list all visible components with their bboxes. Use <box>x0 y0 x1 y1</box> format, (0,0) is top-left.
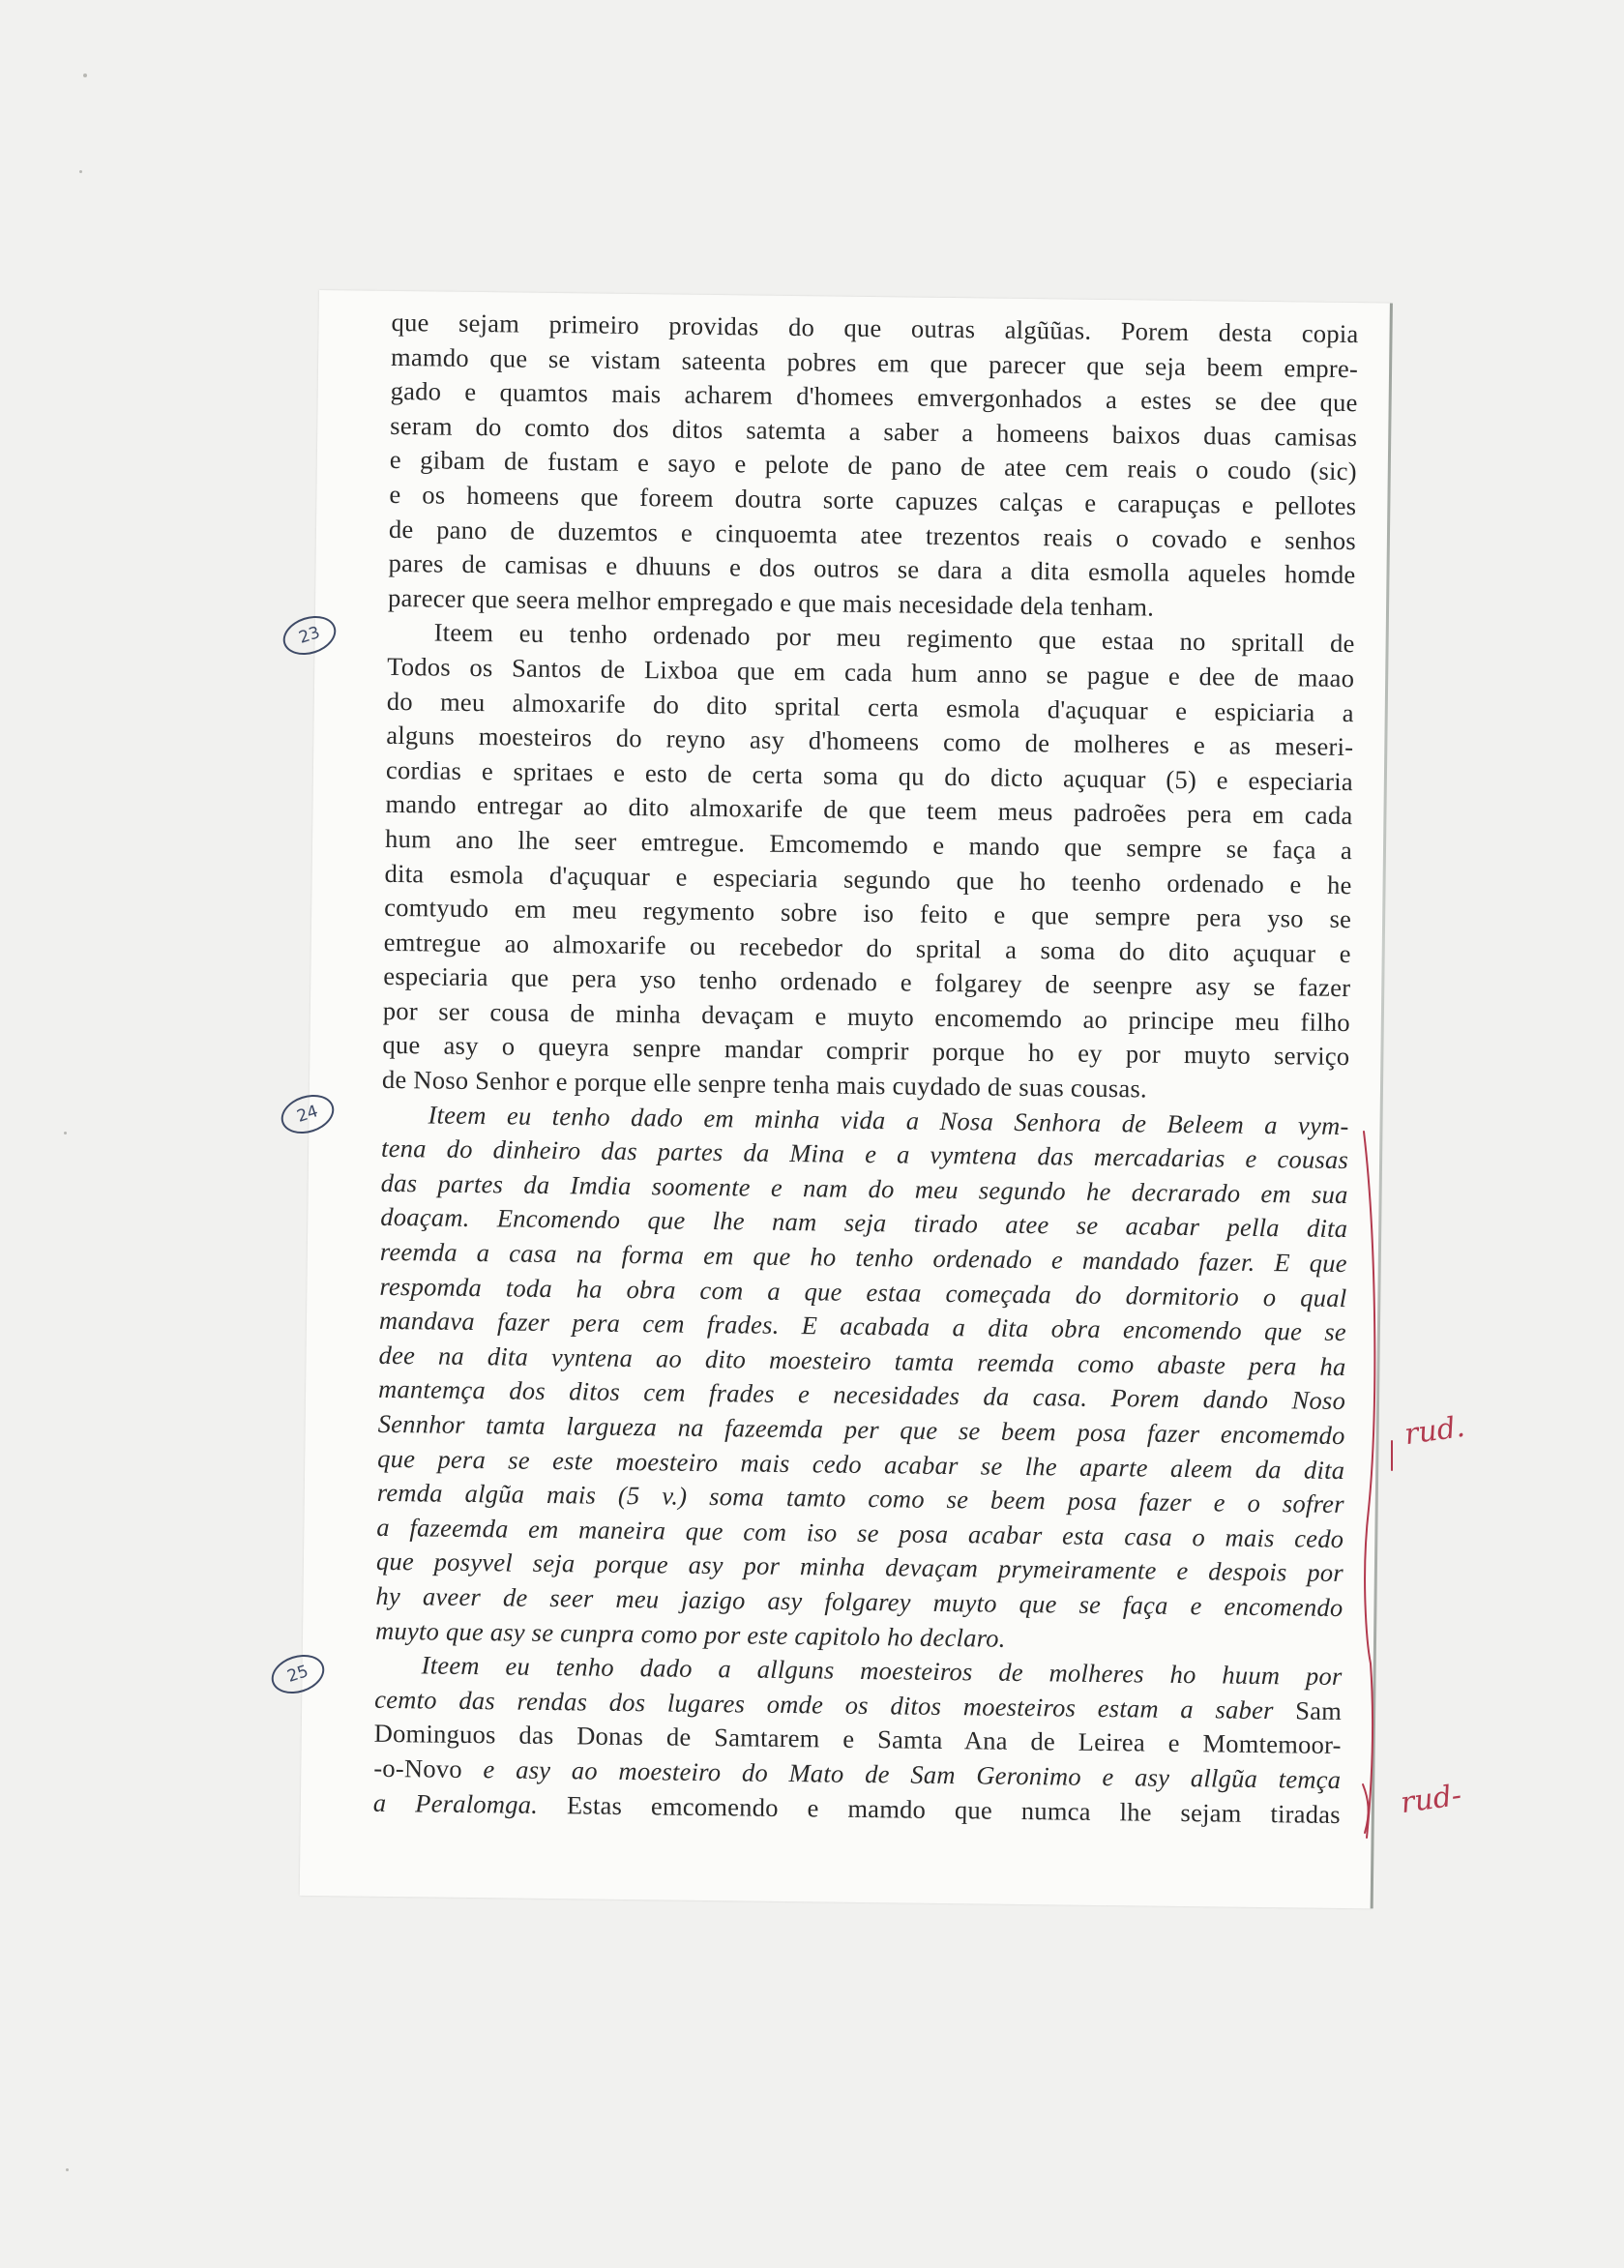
text-line: hum ano lhe seer emtregue. Emcomemdo e mando que sempre se faça a <box>384 823 1353 865</box>
red-pen-annotations <box>1349 1122 1504 1857</box>
italic-text-segment: cemto das rendas dos lugares omde os ditos moesteiros estam a saber <box>374 1684 1296 1725</box>
text-line: remda algũa mais (5 v.) soma tamto como se beem posa fazer e o sofrer <box>376 1478 1344 1519</box>
text-line: comtyudo em meu regymento sobre iso feito e que sempre pera yso se <box>384 892 1352 934</box>
text-line: de Noso Senhor e porque elle senpre tenha mais cuydado de suas cousas. <box>381 1064 1148 1104</box>
red-handwritten-note: rud- <box>1398 1778 1464 1821</box>
text-line: seram do comto dos ditos satemta a saber a homeens baixos duas camisas <box>390 410 1358 452</box>
text-line: muyto que asy se cunpra como por este capitolo ho declaro. <box>374 1615 1006 1653</box>
paragraph-4 <box>373 1648 1343 1832</box>
text-line: gado e quamtos mais acharem d'homees emvergonhados a estes se dee que <box>390 376 1358 418</box>
text-line: mamdo que se vistam sateenta pobres em que parecer que seja beem empre- <box>390 341 1359 383</box>
text-line: que asy o queyra senpre mandar comprir porque ho ey por muyto serviço <box>382 1030 1350 1072</box>
text-line: a fazeemda em maneira que com iso se posa acabar esta casa o mais cedo <box>376 1512 1344 1553</box>
margin-item-number-25: 25 <box>266 1648 329 1699</box>
roman-text-segment: Estas emcomendo e mamdo que numca lhe sejam tiradas <box>537 1789 1342 1829</box>
text-line: Todos os Santos de Lixboa que em cada hum anno se pague e dee de maao <box>387 651 1355 693</box>
paper-speck <box>66 2168 69 2171</box>
text-line: Iteem eu tenho dado em minha vida a Nosa Senhora de Beleem a vym- <box>428 1100 1349 1140</box>
paper-speck <box>64 1132 67 1134</box>
red-handwritten-note: rud. <box>1402 1409 1467 1453</box>
text-line: tena do dinheiro das partes da Mina e a vymtena das mercadarias e cousas <box>380 1134 1349 1175</box>
text-line: Sennhor tamta largueza na fazeemda per que se beem posa fazer encomemdo <box>377 1408 1345 1451</box>
roman-text-segment: Dominguos das Donas de Samtarem e Samta Ana de Leirea e Momtemoor- <box>373 1719 1342 1760</box>
paragraph-2 <box>382 615 1355 1108</box>
text-line: dita esmola d'açuquar e especiaria segundo que ho teenho ordenado e he <box>384 858 1352 899</box>
text-line: pares de camisas e dhuuns e dos outros se dara a dita esmolla aqueles homde <box>388 548 1356 590</box>
text-line: das partes da Imdia soomente e nam do meu segundo he decrarado em sua <box>380 1167 1348 1209</box>
document-body <box>373 306 1359 1832</box>
text-line: mandava fazer pera cem frades. E acabada a dita obra encomendo que se <box>378 1306 1347 1347</box>
roman-text-segment: -o-Novo <box>373 1753 484 1784</box>
text-line: de pano de duzemtos e cinquoemta atee trezentos reais o covado e senhos <box>388 514 1357 555</box>
text-line: que posyvel seja porque asy por minha devaçam prymeiramente e despois por <box>375 1546 1344 1588</box>
margin-item-number-23: 23 <box>278 609 340 661</box>
text-line: alguns moesteiros do reyno asy d'homeens como de molheres e as meseri- <box>386 721 1354 762</box>
paragraph-1 <box>388 306 1359 628</box>
text-line: que sejam primeiro providas do que outras algũũas. Porem desta copia <box>391 307 1359 349</box>
text-line: reemda a casa na forma em que ho tenho ordenado e mandado fazer. E que <box>379 1236 1347 1279</box>
text-line: que pera se este moesteiro mais cedo acabar se lhe aparte aleem da dita <box>377 1443 1345 1485</box>
text-line: mando entregar ao dito almoxarife de que teem meus padroẽes pera em cada <box>385 789 1353 831</box>
text-line: especiaria que pera yso tenho ordenado e folgarey de seenpre asy se fazer <box>383 961 1351 1003</box>
text-line: emtregue ao almoxarife ou recebedor do sprital a soma do dito açuquar e <box>383 927 1351 968</box>
text-line: do meu almoxarife do dito sprital certa esmola d'açuquar e espiciaria a <box>386 686 1354 727</box>
red-bracket-short <box>1363 1784 1369 1833</box>
roman-text-segment: Sam <box>1295 1695 1343 1725</box>
text-line: mantemça dos ditos cem frades e necesidades da casa. Porem dando Noso <box>377 1374 1346 1416</box>
text-line: por ser cousa de minha devaçam e muyto encomemdo ao principe meu filho <box>382 995 1351 1037</box>
paragraph-3 <box>375 1098 1349 1661</box>
paper-speck <box>79 170 82 173</box>
pasted-text-clipping <box>300 290 1391 1908</box>
margin-item-number-24: 24 <box>276 1088 339 1139</box>
italic-text-segment: e asy ao moesteiro do Mato de Sam Geronimo e asy allgũa temça <box>483 1754 1342 1794</box>
text-line: e os homeens que foreem doutra sorte capuzes calças e carapuças e pellotes <box>389 479 1357 521</box>
text-line: Iteem eu tenho ordenado por meu regimento que estaa no spritall de <box>433 617 1355 659</box>
text-line: cordias e spritaes e esto de certa soma qu do dicto açuquar (5) e especiaria <box>385 754 1354 796</box>
text-line: respomda toda ha obra com a que estaa começada do dormitorio o qual <box>379 1271 1347 1312</box>
red-bracket-long <box>1364 1132 1374 1838</box>
paper-speck <box>83 74 87 77</box>
text-line: parecer que seera melhor empregado e que mais necesidade dela tenham. <box>387 582 1155 622</box>
italic-text-segment: a Peralomga. <box>372 1787 539 1819</box>
text-line: doaçam. Encomendo que lhe nam seja tirado atee se acabar pella dita <box>380 1202 1348 1244</box>
italic-text-segment: Iteem eu tenho dado a allguns moesteiros de molheres ho huum por <box>421 1650 1343 1692</box>
text-line: hy aveer de seer meu jazigo asy folgarey muyto que se faça e encomendo <box>375 1580 1343 1623</box>
text-line: e gibam de fustam e sayo e pelote de pano de atee cem reais o coudo (sic) <box>389 445 1357 486</box>
text-line: dee na dita vyntena ao dito moesteiro tamta reemda como abaste pera ha <box>378 1340 1346 1381</box>
